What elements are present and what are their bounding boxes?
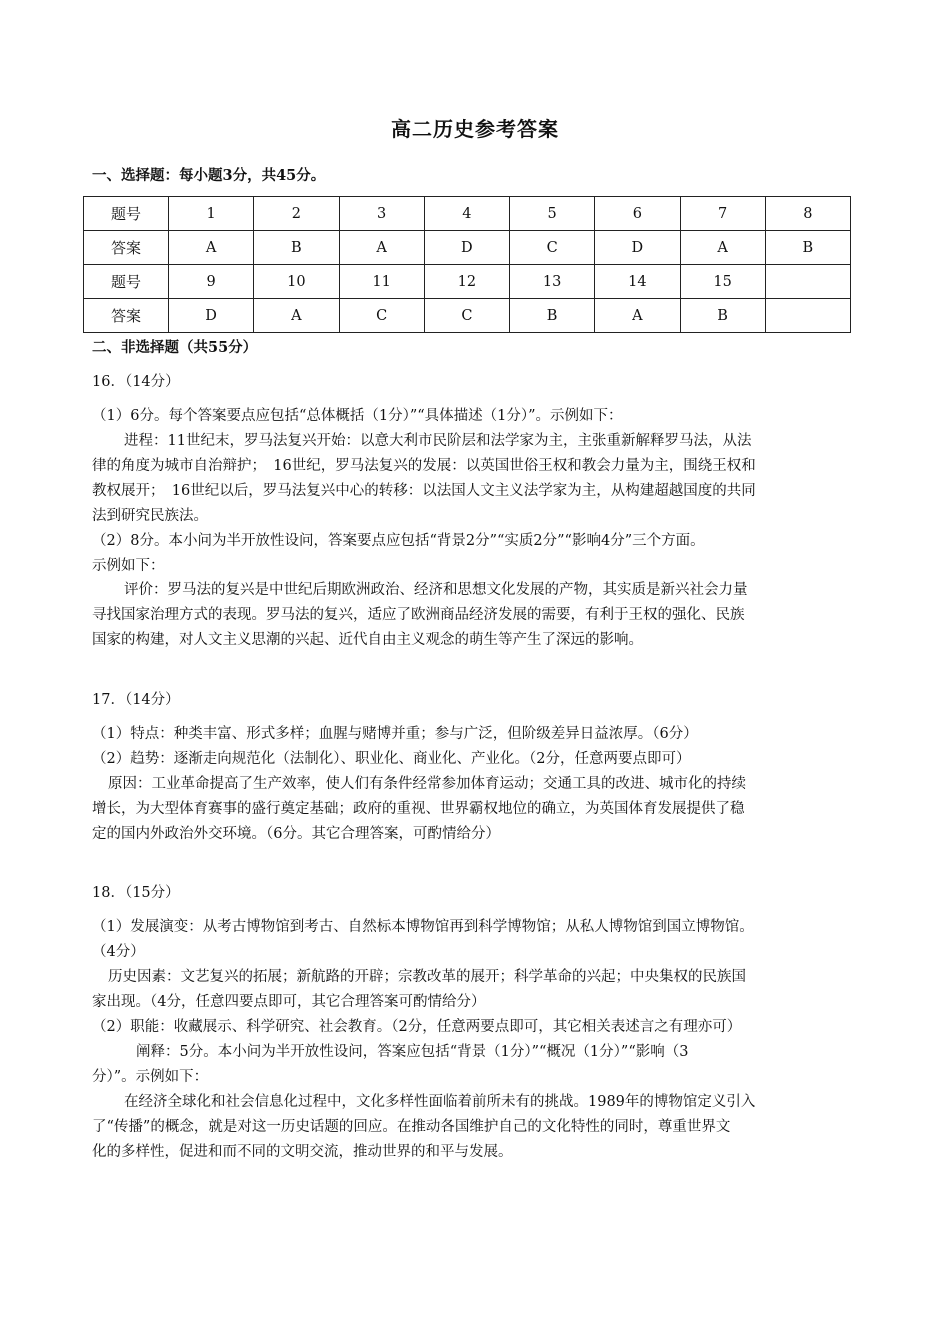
- table-row: [84, 299, 851, 333]
- table-cell: 6: [595, 197, 680, 231]
- row-label: 答案: [84, 299, 169, 333]
- answer-line: 律的角度为城市自治辩护； 16世纪，罗马法复兴的发展：以英国世俗王权和教会力量为主，围绕王权和: [92, 458, 756, 474]
- answer-line: 寻找国家治理方式的表现。罗马法的复兴，适应了欧洲商品经济发展的需要，有利于王权的强化、民族: [92, 607, 745, 623]
- table-cell: 2: [254, 197, 339, 231]
- answer-line: 教权展开； 16世纪以后，罗马法复兴中心的转移：以法国人文主义法学家为主，从构建超越国度的共同: [92, 483, 756, 499]
- answer-line: 定的国内外政治外交环境。（6分。其它合理答案，可酌情给分）: [92, 826, 500, 842]
- table-row: [84, 197, 851, 231]
- table-cell: C: [339, 299, 424, 333]
- answer-line: 法到研究民族法。: [92, 508, 208, 524]
- question-16-heading: 16．（14分）: [92, 374, 180, 390]
- table-row: [84, 231, 851, 265]
- table-cell: D: [424, 231, 509, 265]
- section-heading-essay: 二、非选择题（共55分）: [92, 339, 258, 356]
- answer-line: 进程：11世纪末，罗马法复兴开始：以意大利市民阶层和法学家为主，主张重新解释罗马法，从法: [124, 433, 752, 449]
- table-cell: A: [680, 231, 765, 265]
- table-cell: 3: [339, 197, 424, 231]
- table-cell: B: [254, 231, 339, 265]
- table-cell: 13: [510, 265, 595, 299]
- table-cell: 12: [424, 265, 509, 299]
- answer-line: （1）发展演变：从考古博物馆到考古、自然标本博物馆再到科学博物馆；从私人博物馆到国立博物馆。: [92, 919, 754, 935]
- answer-line: 在经济全球化和社会信息化过程中，文化多样性面临着前所未有的挑战。1989年的博物馆定义引入: [124, 1094, 756, 1110]
- table-cell: A: [595, 299, 680, 333]
- table-cell: [765, 299, 850, 333]
- table-cell: A: [169, 231, 254, 265]
- table-cell: 14: [595, 265, 680, 299]
- answer-line: 原因：工业革命提高了生产效率，使人们有条件经常参加体育运动；交通工具的改进、城市化的持续: [108, 776, 746, 792]
- answer-table: [83, 196, 851, 333]
- answer-line: （2）8分。本小问为半开放性设问，答案要点应包括“背景2分”“实质2分”“影响4分”三个方面。: [92, 533, 705, 549]
- answer-line: 增长，为大型体育赛事的盛行奠定基础；政府的重视、世界霸权地位的确立，为英国体育发展提供了稳: [92, 801, 745, 817]
- table-row: [84, 265, 851, 299]
- answer-line: 示例如下：: [92, 558, 165, 574]
- answer-line: （1）特点：种类丰富、形式多样；血腥与赌博并重；参与广泛，但阶级差异日益浓厚。（6分）: [92, 726, 698, 742]
- table-cell: 5: [510, 197, 595, 231]
- table-cell: A: [254, 299, 339, 333]
- table-cell: C: [424, 299, 509, 333]
- answer-line: （2）职能：收藏展示、科学研究、社会教育。（2分，任意两要点即可，其它相关表述言之有理亦可）: [92, 1019, 742, 1035]
- table-cell: 7: [680, 197, 765, 231]
- table-cell: B: [510, 299, 595, 333]
- answer-line: 评价：罗马法的复兴是中世纪后期欧洲政治、经济和思想文化发展的产物，其实质是新兴社会力量: [124, 582, 748, 598]
- table-cell: D: [595, 231, 680, 265]
- answer-line: 国家的构建，对人文主义思潮的兴起、近代自由主义观念的萌生等产生了深远的影响。: [92, 632, 643, 648]
- table-cell: B: [765, 231, 850, 265]
- row-label: 题号: [84, 197, 169, 231]
- table-cell: 11: [339, 265, 424, 299]
- table-cell: 8: [765, 197, 850, 231]
- page-title: 高二历史参考答案: [391, 117, 559, 141]
- table-cell: D: [169, 299, 254, 333]
- table-cell: 4: [424, 197, 509, 231]
- answer-line: （2）趋势：逐渐走向规范化（法制化）、职业化、商业化、产业化。（2分，任意两要点即可）: [92, 751, 691, 767]
- row-label: 答案: [84, 231, 169, 265]
- answer-line: 历史因素：文艺复兴的拓展；新航路的开辟；宗教改革的展开；科学革命的兴起；中央集权的民族国: [108, 969, 746, 985]
- section-heading-choice: 一、选择题：每小题3分，共45分。: [92, 167, 326, 184]
- table-cell: 10: [254, 265, 339, 299]
- table-cell: 15: [680, 265, 765, 299]
- answer-line: 家出现。（4分，任意四要点即可，其它合理答案可酌情给分）: [92, 994, 486, 1010]
- table-cell: 1: [169, 197, 254, 231]
- table-cell: A: [339, 231, 424, 265]
- table-cell: [765, 265, 850, 299]
- table-cell: B: [680, 299, 765, 333]
- answer-line: （1）6分。每个答案要点应包括“总体概括（1分）”“具体描述（1分）”。示例如下：: [92, 408, 623, 424]
- table-cell: C: [510, 231, 595, 265]
- answer-line: 了“传播”的概念，就是对这一历史话题的回应。在推动各国维护自己的文化特性的同时，尊重世界文: [92, 1119, 731, 1135]
- answer-line: 阐释：5分。本小问为半开放性设问，答案应包括“背景（1分）”“概况（1分）”“影响（3: [136, 1044, 689, 1060]
- question-18-heading: 18．（15分）: [92, 885, 180, 901]
- answer-line: （4分）: [92, 944, 145, 960]
- table-cell: 9: [169, 265, 254, 299]
- answer-line: 化的多样性，促进和而不同的文明交流，推动世界的和平与发展。: [92, 1144, 513, 1160]
- answer-line: 分）”。示例如下：: [92, 1069, 209, 1085]
- question-17-heading: 17．（14分）: [92, 692, 180, 708]
- row-label: 题号: [84, 265, 169, 299]
